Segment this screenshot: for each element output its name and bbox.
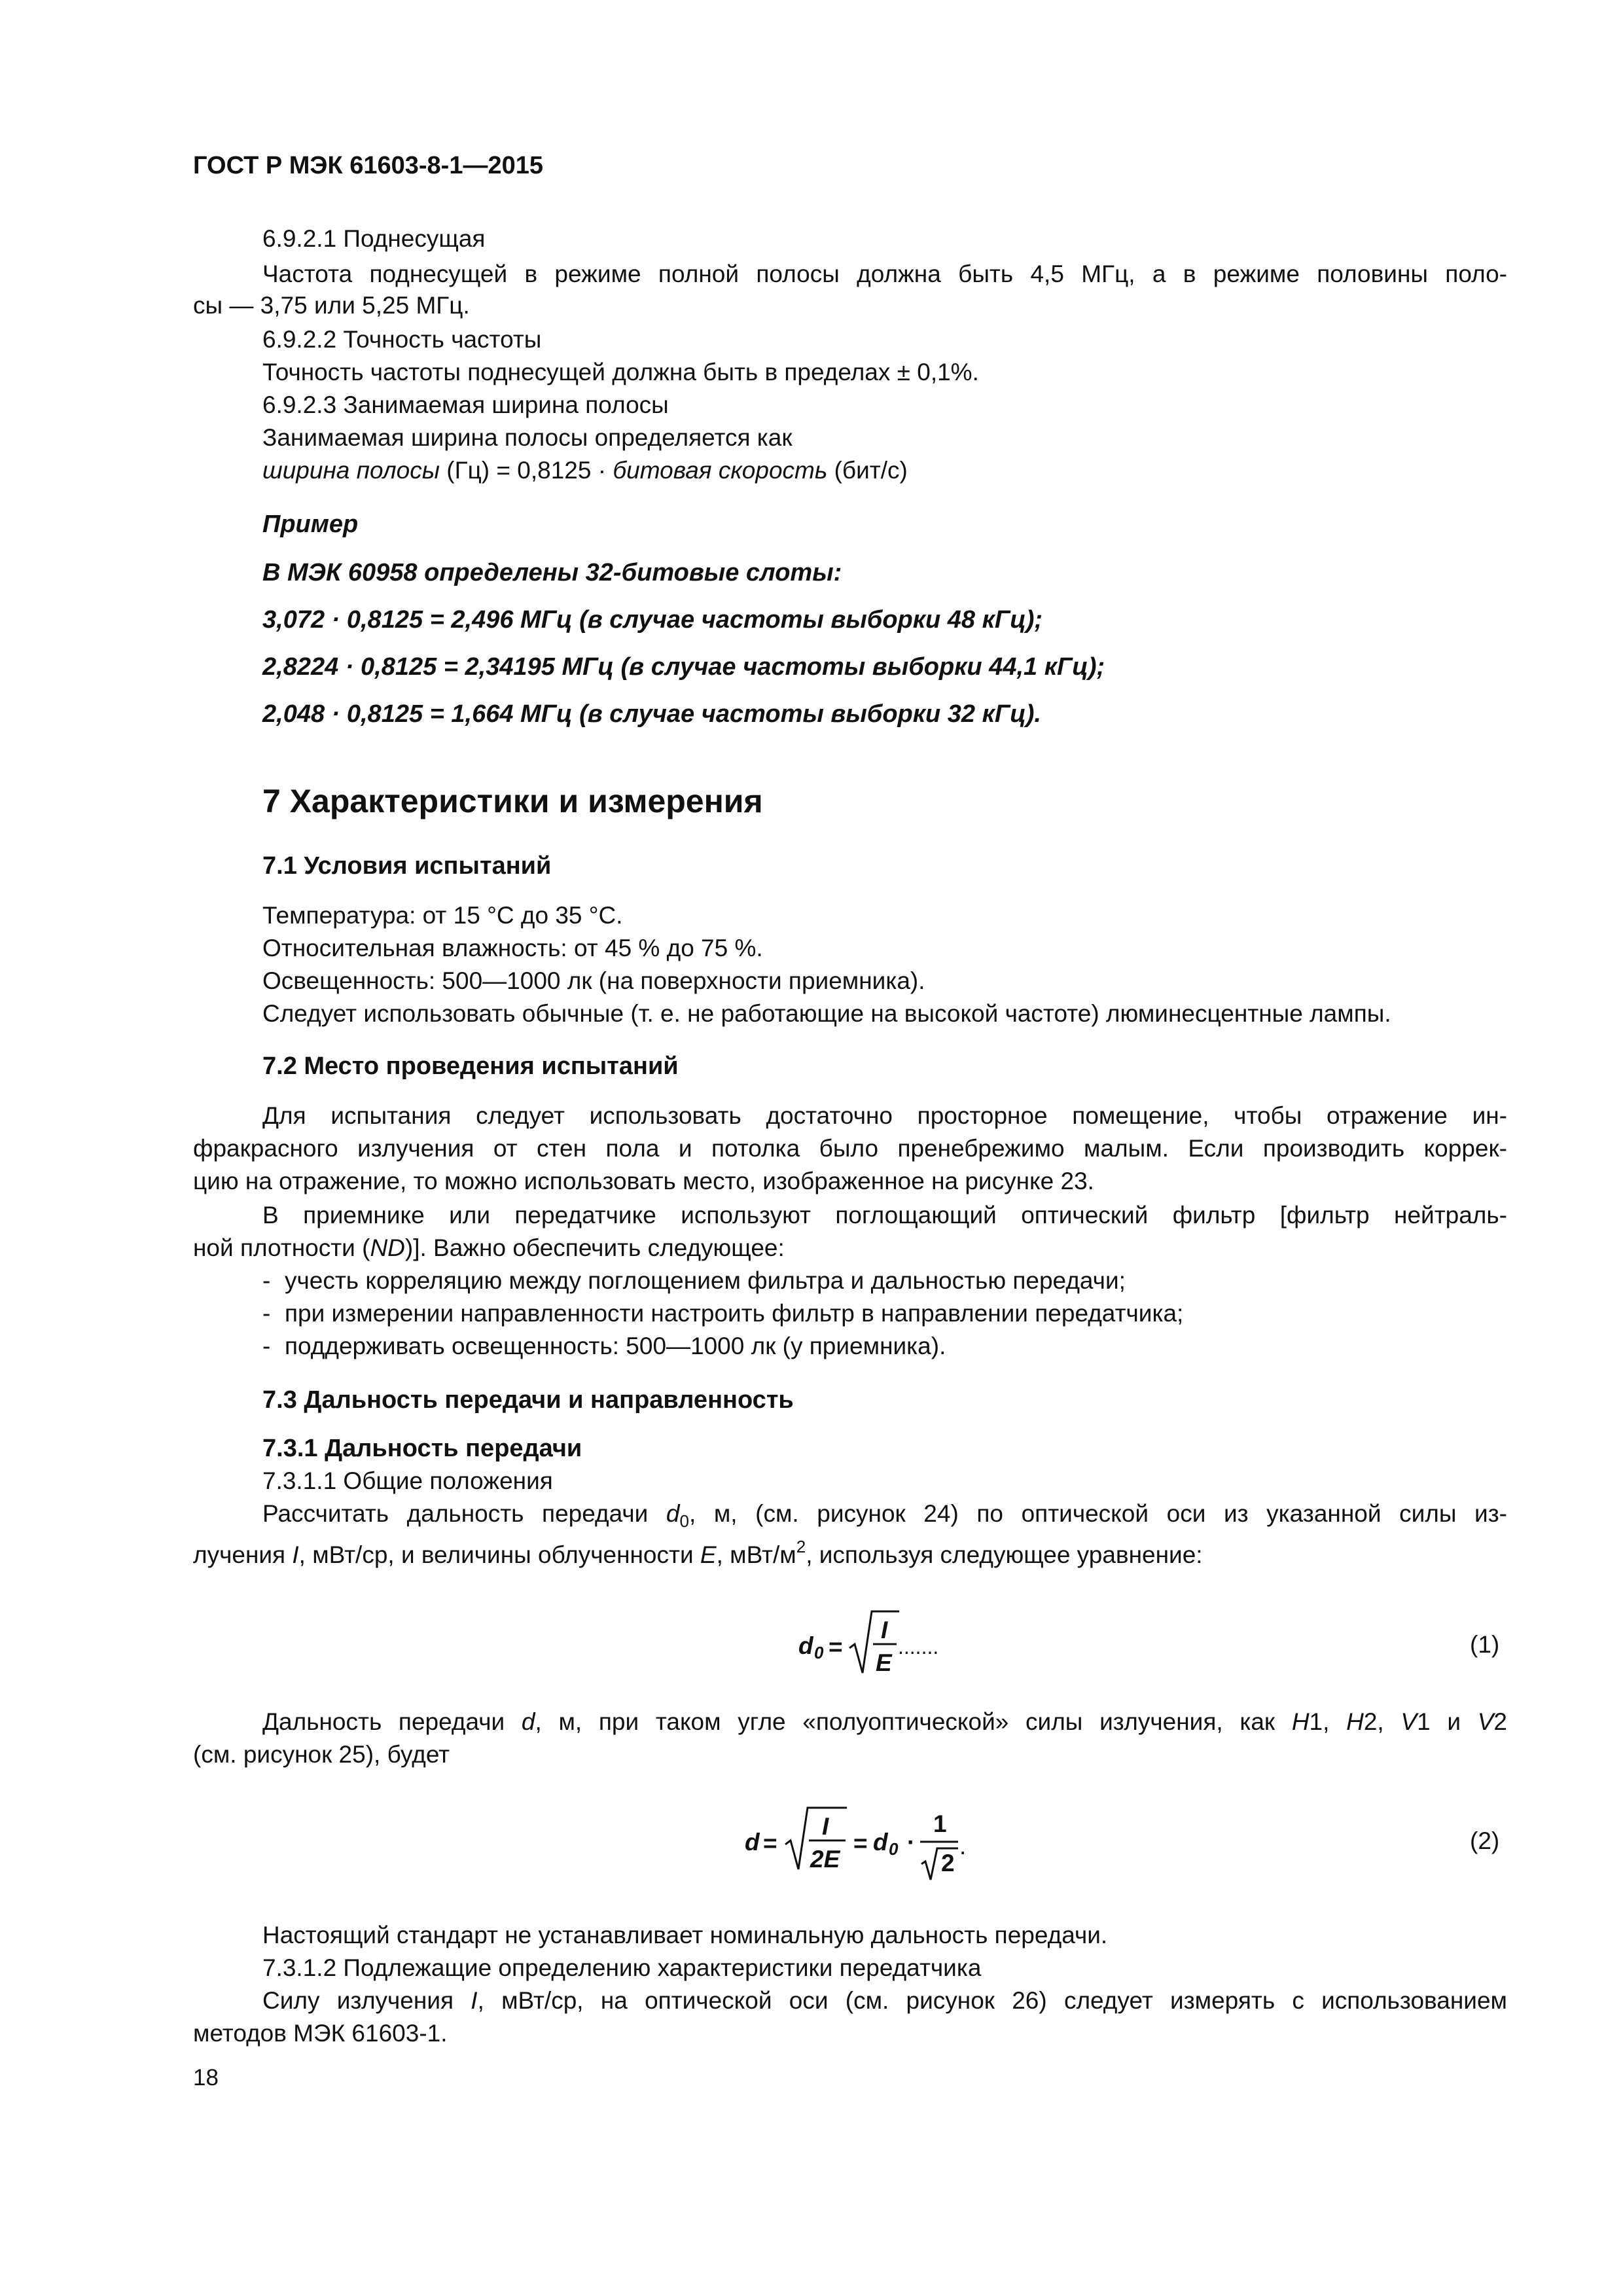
clause-6-9-2-1-heading: 6.9.2.1 Поднесущая xyxy=(262,225,486,252)
eq1-equals: = xyxy=(829,1634,843,1660)
eq1-denominator: E xyxy=(876,1649,892,1676)
text: , м, при таком угле «полуоптической» силы излучения, как xyxy=(535,1708,1292,1735)
distance-paragraph-line2: (см. рисунок 25), будет xyxy=(193,1741,450,1768)
clause-7-3-1-2-heading: 7.3.1.2 Подлежащие определению характеристики передатчика xyxy=(262,1954,982,1981)
clause-7-3-1-2-paragraph-line2: методов МЭК 61603-1. xyxy=(193,2020,448,2047)
subcarrier-paragraph-line1: Частота поднесущей в режиме полной полосы должна быть 4,5 МГц, а в режиме половины поло- xyxy=(262,260,1507,287)
symbol-d: d xyxy=(666,1500,680,1527)
text: Силу излучения xyxy=(262,1987,471,2014)
text: , мВт/м xyxy=(716,1541,796,1568)
eq1-number: (1) xyxy=(1470,1631,1500,1658)
eq1-dots: ....... xyxy=(898,1635,939,1659)
example-title: Пример xyxy=(262,511,359,538)
symbol-i: I xyxy=(292,1541,299,1568)
clause-7-3-1-1-heading: 7.3.1.1 Общие положения xyxy=(262,1467,553,1494)
text: , мВт/ср, и величины облученности xyxy=(298,1541,700,1568)
text: 2 xyxy=(1493,1708,1507,1735)
clause-7-2-paragraph-line1: Для испытания следует использовать достаточно просторное помещение, чтобы отражение ин- xyxy=(262,1102,1507,1129)
condition-illuminance: Освещенность: 500—1000 лк (на поверхности приемника). xyxy=(262,967,925,994)
subcarrier-paragraph-line2: сы — 3,75 или 5,25 МГц. xyxy=(193,292,470,319)
symbol-i: I xyxy=(471,1987,478,2014)
clause-6-9-2-2-heading: 6.9.2.2 Точность частоты xyxy=(262,326,542,353)
example-line-1: В МЭК 60958 определены 32-битовые слоты: xyxy=(262,559,842,586)
eq2-d0: d xyxy=(873,1829,888,1856)
example-line-4: 2,048 · 0,8125 = 1,664 МГц (в случае частоты выборки 32 кГц). xyxy=(262,700,1041,728)
eq1-numerator: I xyxy=(881,1617,888,1643)
page-number: 18 xyxy=(193,2065,219,2090)
clause-7-2-paragraph-line4: В приемнике или передатчике используют поглощающий оптический фильтр [фильтр нейтраль- xyxy=(262,1202,1507,1229)
nominal-distance-note: Настоящий стандарт не устанавливает номинальную дальность передачи. xyxy=(262,1922,1108,1948)
symbol-e: E xyxy=(700,1541,717,1568)
document-header: ГОСТ Р МЭК 61603-8-1—2015 xyxy=(193,152,543,179)
clause-7-3-1-2-paragraph-line1 xyxy=(262,1986,1507,2016)
clause-7-2-paragraph-line5 xyxy=(193,1233,785,1263)
example-line-3: 2,8224 · 0,8125 = 2,34195 МГц (в случае частоты выборки 44,1 кГц); xyxy=(262,653,1105,681)
symbol-h: H xyxy=(1346,1708,1364,1735)
clause-7-2-paragraph-line3: цию на отражение, то можно использовать место, изображенное на рисунке 23. xyxy=(193,1168,1094,1194)
symbol-d: d xyxy=(521,1708,535,1735)
list-item xyxy=(262,1299,1506,1329)
subscript-0: 0 xyxy=(679,1511,689,1531)
symbol-h: H xyxy=(1291,1708,1310,1735)
condition-lamps: Следует использовать обычные (т. е. не работающие на высокой частоте) люминесцентные лампы. xyxy=(262,1000,1391,1027)
condition-temperature: Температура: от 15 °С до 35 °С. xyxy=(262,902,623,929)
clause-7-2-heading: 7.2 Место проведения испытаний xyxy=(262,1052,679,1080)
text: Дальность передачи xyxy=(262,1708,522,1735)
eq2-denominator: 2E xyxy=(810,1846,840,1873)
text: 1, xyxy=(1309,1708,1347,1735)
clause-7-2-paragraph-line2: фракрасного излучения от стен пола и потолка было пренебрежимо малым. Если производить коррек- xyxy=(193,1135,1507,1162)
list-item xyxy=(262,1266,1506,1296)
text: лучения xyxy=(193,1541,293,1568)
bullet-marker: - xyxy=(262,1333,271,1359)
text: , используя следующее уравнение: xyxy=(806,1541,1203,1568)
eq2-d0-subscript: 0 xyxy=(889,1839,899,1859)
section-7-title: 7 Характеристики и измерения xyxy=(262,783,763,819)
clause-6-9-2-3-heading: 6.9.2.3 Занимаемая ширина полосы xyxy=(262,391,669,418)
eq1-lhs-subscript: 0 xyxy=(814,1643,824,1662)
text: 1 и xyxy=(1417,1708,1478,1735)
bullet-marker: - xyxy=(262,1300,271,1327)
clause-7-3-1-1-paragraph-line1 xyxy=(262,1499,1507,1536)
accuracy-paragraph: Точность частоты поднесущей должна быть в пределах ± 0,1%. xyxy=(262,359,979,386)
symbol-v: V xyxy=(1400,1708,1418,1735)
bandwidth-formula xyxy=(262,456,908,486)
eq2-number: (2) xyxy=(1470,1827,1500,1854)
formula-bandwidth-term: ширина полосы xyxy=(262,457,440,484)
nd-text-after: )]. Важно обеспечить следующее: xyxy=(404,1234,785,1261)
clause-7-1-heading: 7.1 Условия испытаний xyxy=(262,852,552,880)
symbol-v: V xyxy=(1477,1708,1494,1735)
eq2-numerator: I xyxy=(822,1813,829,1840)
clause-7-3-heading: 7.3 Дальность передачи и направленность xyxy=(262,1386,794,1414)
bandwidth-paragraph: Занимаемая ширина полосы определяется как xyxy=(262,424,793,451)
eq2-root-argument: 2 xyxy=(941,1850,955,1876)
eq2-fraction-numerator: 1 xyxy=(933,1810,947,1837)
example-line-2: 3,072 · 0,8125 = 2,496 МГц (в случае частоты выборки 48 кГц); xyxy=(262,606,1043,634)
eq2-period: . xyxy=(959,1833,967,1859)
eq2-lhs: d xyxy=(745,1829,760,1856)
list-item-text: при измерении направленности настроить фильтр в направлении передатчика; xyxy=(285,1300,1184,1327)
text: , мВт/ср, на оптической оси (см. рисунок 26) следует измерять с использованием xyxy=(477,1987,1507,2014)
clause-7-3-1-heading: 7.3.1 Дальность передачи xyxy=(262,1435,582,1462)
nd-text-before: ной плотности ( xyxy=(193,1234,370,1261)
eq2-equals-2: = xyxy=(853,1830,868,1857)
text: 2, xyxy=(1363,1708,1401,1735)
nd-abbreviation: ND xyxy=(370,1234,405,1261)
bullet-marker: - xyxy=(262,1267,271,1294)
eq1-lhs: d xyxy=(798,1632,813,1659)
list-item-text: поддерживать освещенность: 500—1000 лк (у приемника). xyxy=(285,1333,946,1359)
eq2-equals: = xyxy=(763,1830,777,1857)
eq2-multiply-dot: · xyxy=(907,1829,916,1856)
formula-unit: (бит/с) xyxy=(827,457,908,484)
eq1-radical xyxy=(848,1607,901,1679)
list-item xyxy=(262,1331,1506,1361)
condition-humidity: Относительная влажность: от 45 % до 75 %. xyxy=(262,935,763,961)
text: , м, (см. рисунок 24) по оптической оси из указанной силы из- xyxy=(688,1500,1508,1527)
formula-operator: (Гц) = 0,8125 · xyxy=(439,457,613,484)
text: Рассчитать дальность передачи xyxy=(262,1500,666,1527)
formula-bitrate-term: битовая скорость xyxy=(613,457,828,484)
superscript-2: 2 xyxy=(796,1537,806,1556)
clause-7-3-1-1-paragraph-line2 xyxy=(193,1532,1203,1570)
list-item-text: учесть корреляцию между поглощением фильтра и дальностью передачи; xyxy=(285,1267,1126,1294)
distance-paragraph-line1 xyxy=(262,1707,1507,1737)
